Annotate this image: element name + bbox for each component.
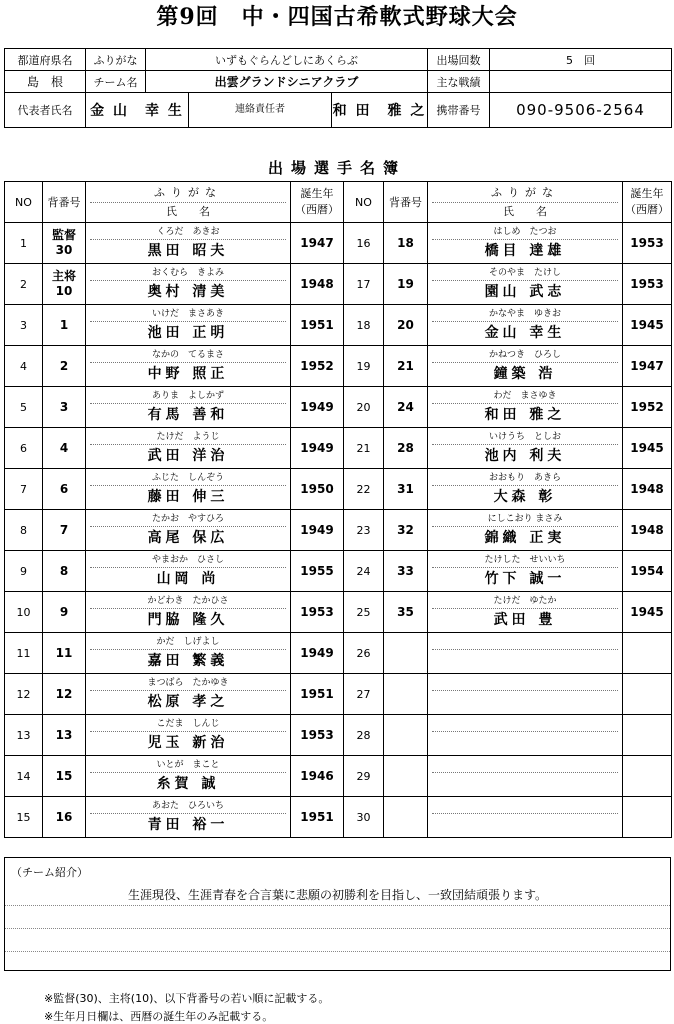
header-name-label: 氏 名 xyxy=(503,204,547,218)
player-uniform-number: 8 xyxy=(43,551,86,592)
intro-label: （チーム紹介） xyxy=(11,866,88,879)
player-furigana: なかの てるまさ xyxy=(90,348,286,363)
header-birth: 誕生年（西暦） xyxy=(623,182,672,223)
player-name-cell xyxy=(428,264,623,305)
player-uniform-number xyxy=(384,715,428,756)
player-furigana: おくむら きよみ xyxy=(90,266,286,281)
phone-label: 携帯番号 xyxy=(428,93,490,128)
player-birth-year: 1952 xyxy=(291,346,344,387)
player-furigana: いけうち としお xyxy=(432,430,618,445)
player-name xyxy=(430,691,620,713)
player-name: 竹下 誠一 xyxy=(484,570,566,587)
team-kana-value: いずもぐらんどしにあくらぶ xyxy=(146,49,428,71)
player-furigana xyxy=(432,717,618,732)
player-no: 29 xyxy=(344,756,384,797)
player-birth-year: 1948 xyxy=(623,510,672,551)
player-uniform-number xyxy=(384,674,428,715)
player-birth-year: 1949 xyxy=(291,633,344,674)
player-birth-year xyxy=(623,756,672,797)
player-birth-year: 1949 xyxy=(291,428,344,469)
roster-row xyxy=(5,633,672,674)
roster-row xyxy=(5,223,672,264)
roster-row xyxy=(5,305,672,346)
intro-rule xyxy=(5,905,670,906)
player-name-cell xyxy=(428,592,623,633)
player-uniform-number: 28 xyxy=(384,428,428,469)
player-name-cell xyxy=(428,715,623,756)
player-furigana: にしこおり まさみ xyxy=(432,512,618,527)
roster-row xyxy=(5,428,672,469)
roster-row xyxy=(5,797,672,838)
roster-table xyxy=(4,181,672,838)
player-name-cell xyxy=(86,223,291,264)
player-name-cell xyxy=(428,346,623,387)
record-value xyxy=(490,71,672,93)
player-furigana: たけだ ようじ xyxy=(90,430,286,445)
player-uniform-number xyxy=(384,797,428,838)
player-furigana: たけした せいいち xyxy=(432,553,618,568)
player-birth-year: 1955 xyxy=(291,551,344,592)
player-uniform-number: 21 xyxy=(384,346,428,387)
player-uniform-number: 20 xyxy=(384,305,428,346)
player-birth-year: 1945 xyxy=(623,592,672,633)
player-uniform-number: 11 xyxy=(43,633,86,674)
player-furigana: ありま よしかず xyxy=(90,389,286,404)
player-uniform-number: 7 xyxy=(43,510,86,551)
player-name: 錦織 正実 xyxy=(484,529,566,546)
roster-row xyxy=(5,346,672,387)
player-name: 武田 洋治 xyxy=(147,447,229,464)
player-name-cell xyxy=(86,387,291,428)
player-birth-year: 1953 xyxy=(291,592,344,633)
player-no: 22 xyxy=(344,469,384,510)
player-birth-year: 1952 xyxy=(623,387,672,428)
player-name-cell xyxy=(86,428,291,469)
player-uniform-number: 主将 10 xyxy=(43,264,86,305)
player-name-cell xyxy=(86,756,291,797)
intro-text: 生涯現役、生涯青春を合言葉に悲願の初勝利を目指し、一致団結頑張ります。 xyxy=(127,888,548,902)
player-name-cell xyxy=(428,551,623,592)
player-name xyxy=(430,732,620,754)
player-birth-year: 1945 xyxy=(623,428,672,469)
player-uniform-number: 監督 30 xyxy=(43,223,86,264)
player-birth-year xyxy=(623,674,672,715)
player-birth-year: 1946 xyxy=(291,756,344,797)
roster-title: 出場選手名簿 xyxy=(267,159,406,177)
player-name xyxy=(430,773,620,795)
player-no: 9 xyxy=(5,551,43,592)
player-name: 松原 孝之 xyxy=(147,693,229,710)
player-no: 20 xyxy=(344,387,384,428)
player-uniform-number: 31 xyxy=(384,469,428,510)
player-birth-year: 1948 xyxy=(623,469,672,510)
player-birth-year xyxy=(623,633,672,674)
player-no: 27 xyxy=(344,674,384,715)
header-name-label: 氏 名 xyxy=(166,204,210,218)
header-no: NO xyxy=(344,182,384,223)
player-uniform-number: 6 xyxy=(43,469,86,510)
phone-value: 090-9506-2564 xyxy=(490,93,672,128)
player-furigana: あおた ひろいち xyxy=(90,799,286,814)
player-no: 14 xyxy=(5,756,43,797)
player-name-cell xyxy=(86,592,291,633)
player-uniform-number: 12 xyxy=(43,674,86,715)
player-furigana: たけだ ゆたか xyxy=(432,594,618,609)
player-name: 児玉 新治 xyxy=(147,734,229,751)
player-furigana: まつばら たかゆき xyxy=(90,676,286,691)
player-name: 池田 正明 xyxy=(147,324,229,341)
player-no: 2 xyxy=(5,264,43,305)
player-no: 16 xyxy=(344,223,384,264)
header-number: 背番号 xyxy=(384,182,428,223)
player-birth-year xyxy=(623,715,672,756)
player-furigana: たかお やすひろ xyxy=(90,512,286,527)
player-name: 大森 彰 xyxy=(493,488,557,505)
player-name: 藤田 伸三 xyxy=(147,488,229,505)
player-name: 高尾 保広 xyxy=(147,529,229,546)
player-name-cell xyxy=(86,346,291,387)
player-uniform-number xyxy=(384,756,428,797)
player-no: 28 xyxy=(344,715,384,756)
player-name-cell xyxy=(428,633,623,674)
player-name: 山岡 尚 xyxy=(156,570,220,587)
roster-row xyxy=(5,592,672,633)
header-name xyxy=(428,182,623,223)
player-birth-year: 1951 xyxy=(291,674,344,715)
player-name: 池内 利夫 xyxy=(484,447,566,464)
player-name-cell xyxy=(428,510,623,551)
player-uniform-number: 13 xyxy=(43,715,86,756)
player-no: 1 xyxy=(5,223,43,264)
pref-label: 都道府県名 xyxy=(5,49,86,71)
player-uniform-number: 4 xyxy=(43,428,86,469)
note-line-1: ※監督(30)、主将(10)、以下背番号の若い順に記載する。 xyxy=(44,992,330,1005)
intro-rule xyxy=(5,928,670,929)
player-name-cell xyxy=(428,797,623,838)
player-uniform-number: 2 xyxy=(43,346,86,387)
player-name: 嘉田 繁義 xyxy=(147,652,229,669)
player-uniform-number: 35 xyxy=(384,592,428,633)
player-no: 18 xyxy=(344,305,384,346)
player-furigana: やまおか ひさし xyxy=(90,553,286,568)
player-birth-year: 1947 xyxy=(623,346,672,387)
player-no: 8 xyxy=(5,510,43,551)
player-birth-year: 1954 xyxy=(623,551,672,592)
kana-label: ふりがな xyxy=(86,49,146,71)
player-furigana: わだ まさゆき xyxy=(432,389,618,404)
player-name-cell xyxy=(86,797,291,838)
player-name: 門脇 隆久 xyxy=(147,611,229,628)
player-uniform-number: 1 xyxy=(43,305,86,346)
player-furigana xyxy=(432,799,618,814)
player-name: 橋目 達雄 xyxy=(484,242,566,259)
player-name-cell xyxy=(428,674,623,715)
player-name xyxy=(430,814,620,836)
player-furigana: かだ しげよし xyxy=(90,635,286,650)
team-name-value: 出雲グランドシニアクラブ xyxy=(146,71,428,93)
player-no: 6 xyxy=(5,428,43,469)
pref-value: 島 根 xyxy=(5,71,86,93)
player-no: 3 xyxy=(5,305,43,346)
player-birth-year: 1953 xyxy=(623,264,672,305)
roster-row xyxy=(5,510,672,551)
player-furigana: こだま しんじ xyxy=(90,717,286,732)
player-name-cell xyxy=(86,633,291,674)
player-uniform-number: 33 xyxy=(384,551,428,592)
player-name: 和田 雅之 xyxy=(484,406,566,423)
player-name-cell xyxy=(428,305,623,346)
player-birth-year: 1949 xyxy=(291,387,344,428)
player-birth-year: 1945 xyxy=(623,305,672,346)
player-uniform-number: 16 xyxy=(43,797,86,838)
player-uniform-number: 9 xyxy=(43,592,86,633)
roster-row xyxy=(5,551,672,592)
player-no: 7 xyxy=(5,469,43,510)
page-title: 第9回 中・四国古希軟式野球大会 xyxy=(156,4,518,30)
player-no: 13 xyxy=(5,715,43,756)
roster-row xyxy=(5,469,672,510)
player-name-cell xyxy=(428,428,623,469)
player-name: 青田 裕一 xyxy=(147,816,229,833)
player-furigana xyxy=(432,635,618,650)
player-birth-year: 1953 xyxy=(623,223,672,264)
player-name: 鐘築 浩 xyxy=(493,365,557,382)
player-name: 黒田 昭夫 xyxy=(147,242,229,259)
player-birth-year: 1949 xyxy=(291,510,344,551)
record-label: 主な戦績 xyxy=(428,71,490,93)
header-name xyxy=(86,182,291,223)
player-furigana: かなやま ゆきお xyxy=(432,307,618,322)
player-name-cell xyxy=(86,510,291,551)
player-birth-year: 1948 xyxy=(291,264,344,305)
player-no: 19 xyxy=(344,346,384,387)
player-no: 5 xyxy=(5,387,43,428)
player-name xyxy=(430,650,620,672)
team-info-table xyxy=(4,48,672,128)
player-name-cell xyxy=(86,264,291,305)
player-furigana: そのやま たけし xyxy=(432,266,618,281)
player-name: 金山 幸生 xyxy=(484,324,566,341)
player-furigana xyxy=(432,676,618,691)
team-intro-box xyxy=(4,857,671,971)
player-name: 奥村 清美 xyxy=(147,283,229,300)
player-no: 11 xyxy=(5,633,43,674)
player-no: 17 xyxy=(344,264,384,305)
player-birth-year: 1953 xyxy=(291,715,344,756)
player-no: 21 xyxy=(344,428,384,469)
player-furigana: ふじた しんぞう xyxy=(90,471,286,486)
player-furigana: かどわき たかひさ xyxy=(90,594,286,609)
player-name-cell xyxy=(428,469,623,510)
player-name: 有馬 善和 xyxy=(147,406,229,423)
roster-row xyxy=(5,756,672,797)
player-name-cell xyxy=(428,756,623,797)
player-no: 10 xyxy=(5,592,43,633)
player-furigana: くろだ あきお xyxy=(90,225,286,240)
appearances-value: 5 回 xyxy=(490,49,672,71)
roster-row xyxy=(5,674,672,715)
player-name-cell xyxy=(86,469,291,510)
player-birth-year xyxy=(623,797,672,838)
player-name-cell xyxy=(86,305,291,346)
player-furigana: はしめ たつお xyxy=(432,225,618,240)
player-furigana xyxy=(432,758,618,773)
player-no: 26 xyxy=(344,633,384,674)
player-furigana: いけだ まさあき xyxy=(90,307,286,322)
player-name-cell xyxy=(86,551,291,592)
intro-rule xyxy=(5,951,670,952)
player-no: 4 xyxy=(5,346,43,387)
player-no: 25 xyxy=(344,592,384,633)
contact-label: 連絡責任者 xyxy=(189,93,332,128)
player-name: 糸賀 誠 xyxy=(156,775,220,792)
header-furigana: ふりがな xyxy=(432,184,618,203)
header-birth: 誕生年（西暦） xyxy=(291,182,344,223)
player-name: 中野 照正 xyxy=(147,365,229,382)
player-uniform-number: 32 xyxy=(384,510,428,551)
player-uniform-number: 18 xyxy=(384,223,428,264)
player-name: 武田 豊 xyxy=(493,611,557,628)
roster-row xyxy=(5,715,672,756)
player-uniform-number xyxy=(384,633,428,674)
roster-row xyxy=(5,387,672,428)
player-furigana: かねつき ひろし xyxy=(432,348,618,363)
player-uniform-number: 3 xyxy=(43,387,86,428)
player-name-cell xyxy=(86,715,291,756)
player-no: 15 xyxy=(5,797,43,838)
player-name-cell xyxy=(428,223,623,264)
player-uniform-number: 15 xyxy=(43,756,86,797)
player-furigana: おおもり あきら xyxy=(432,471,618,486)
team-label: チーム名 xyxy=(86,71,146,93)
header-furigana: ふりがな xyxy=(90,184,286,203)
roster-row xyxy=(5,264,672,305)
player-uniform-number: 24 xyxy=(384,387,428,428)
player-no: 23 xyxy=(344,510,384,551)
note-line-2: ※生年月日欄は、西暦の誕生年のみ記載する。 xyxy=(44,1010,274,1023)
player-birth-year: 1950 xyxy=(291,469,344,510)
appearances-label: 出場回数 xyxy=(428,49,490,71)
player-no: 12 xyxy=(5,674,43,715)
player-birth-year: 1951 xyxy=(291,305,344,346)
header-no: NO xyxy=(5,182,43,223)
header-number: 背番号 xyxy=(43,182,86,223)
player-name: 園山 武志 xyxy=(484,283,566,300)
player-birth-year: 1951 xyxy=(291,797,344,838)
player-birth-year: 1947 xyxy=(291,223,344,264)
player-name-cell xyxy=(86,674,291,715)
contact-name-value: 和 田 雅 之 xyxy=(332,93,428,128)
rep-label: 代表者氏名 xyxy=(5,93,86,128)
rep-name-value: 金 山 幸 生 xyxy=(86,93,189,128)
player-furigana: いとが まこと xyxy=(90,758,286,773)
player-name-cell xyxy=(428,387,623,428)
player-no: 30 xyxy=(344,797,384,838)
player-no: 24 xyxy=(344,551,384,592)
player-uniform-number: 19 xyxy=(384,264,428,305)
